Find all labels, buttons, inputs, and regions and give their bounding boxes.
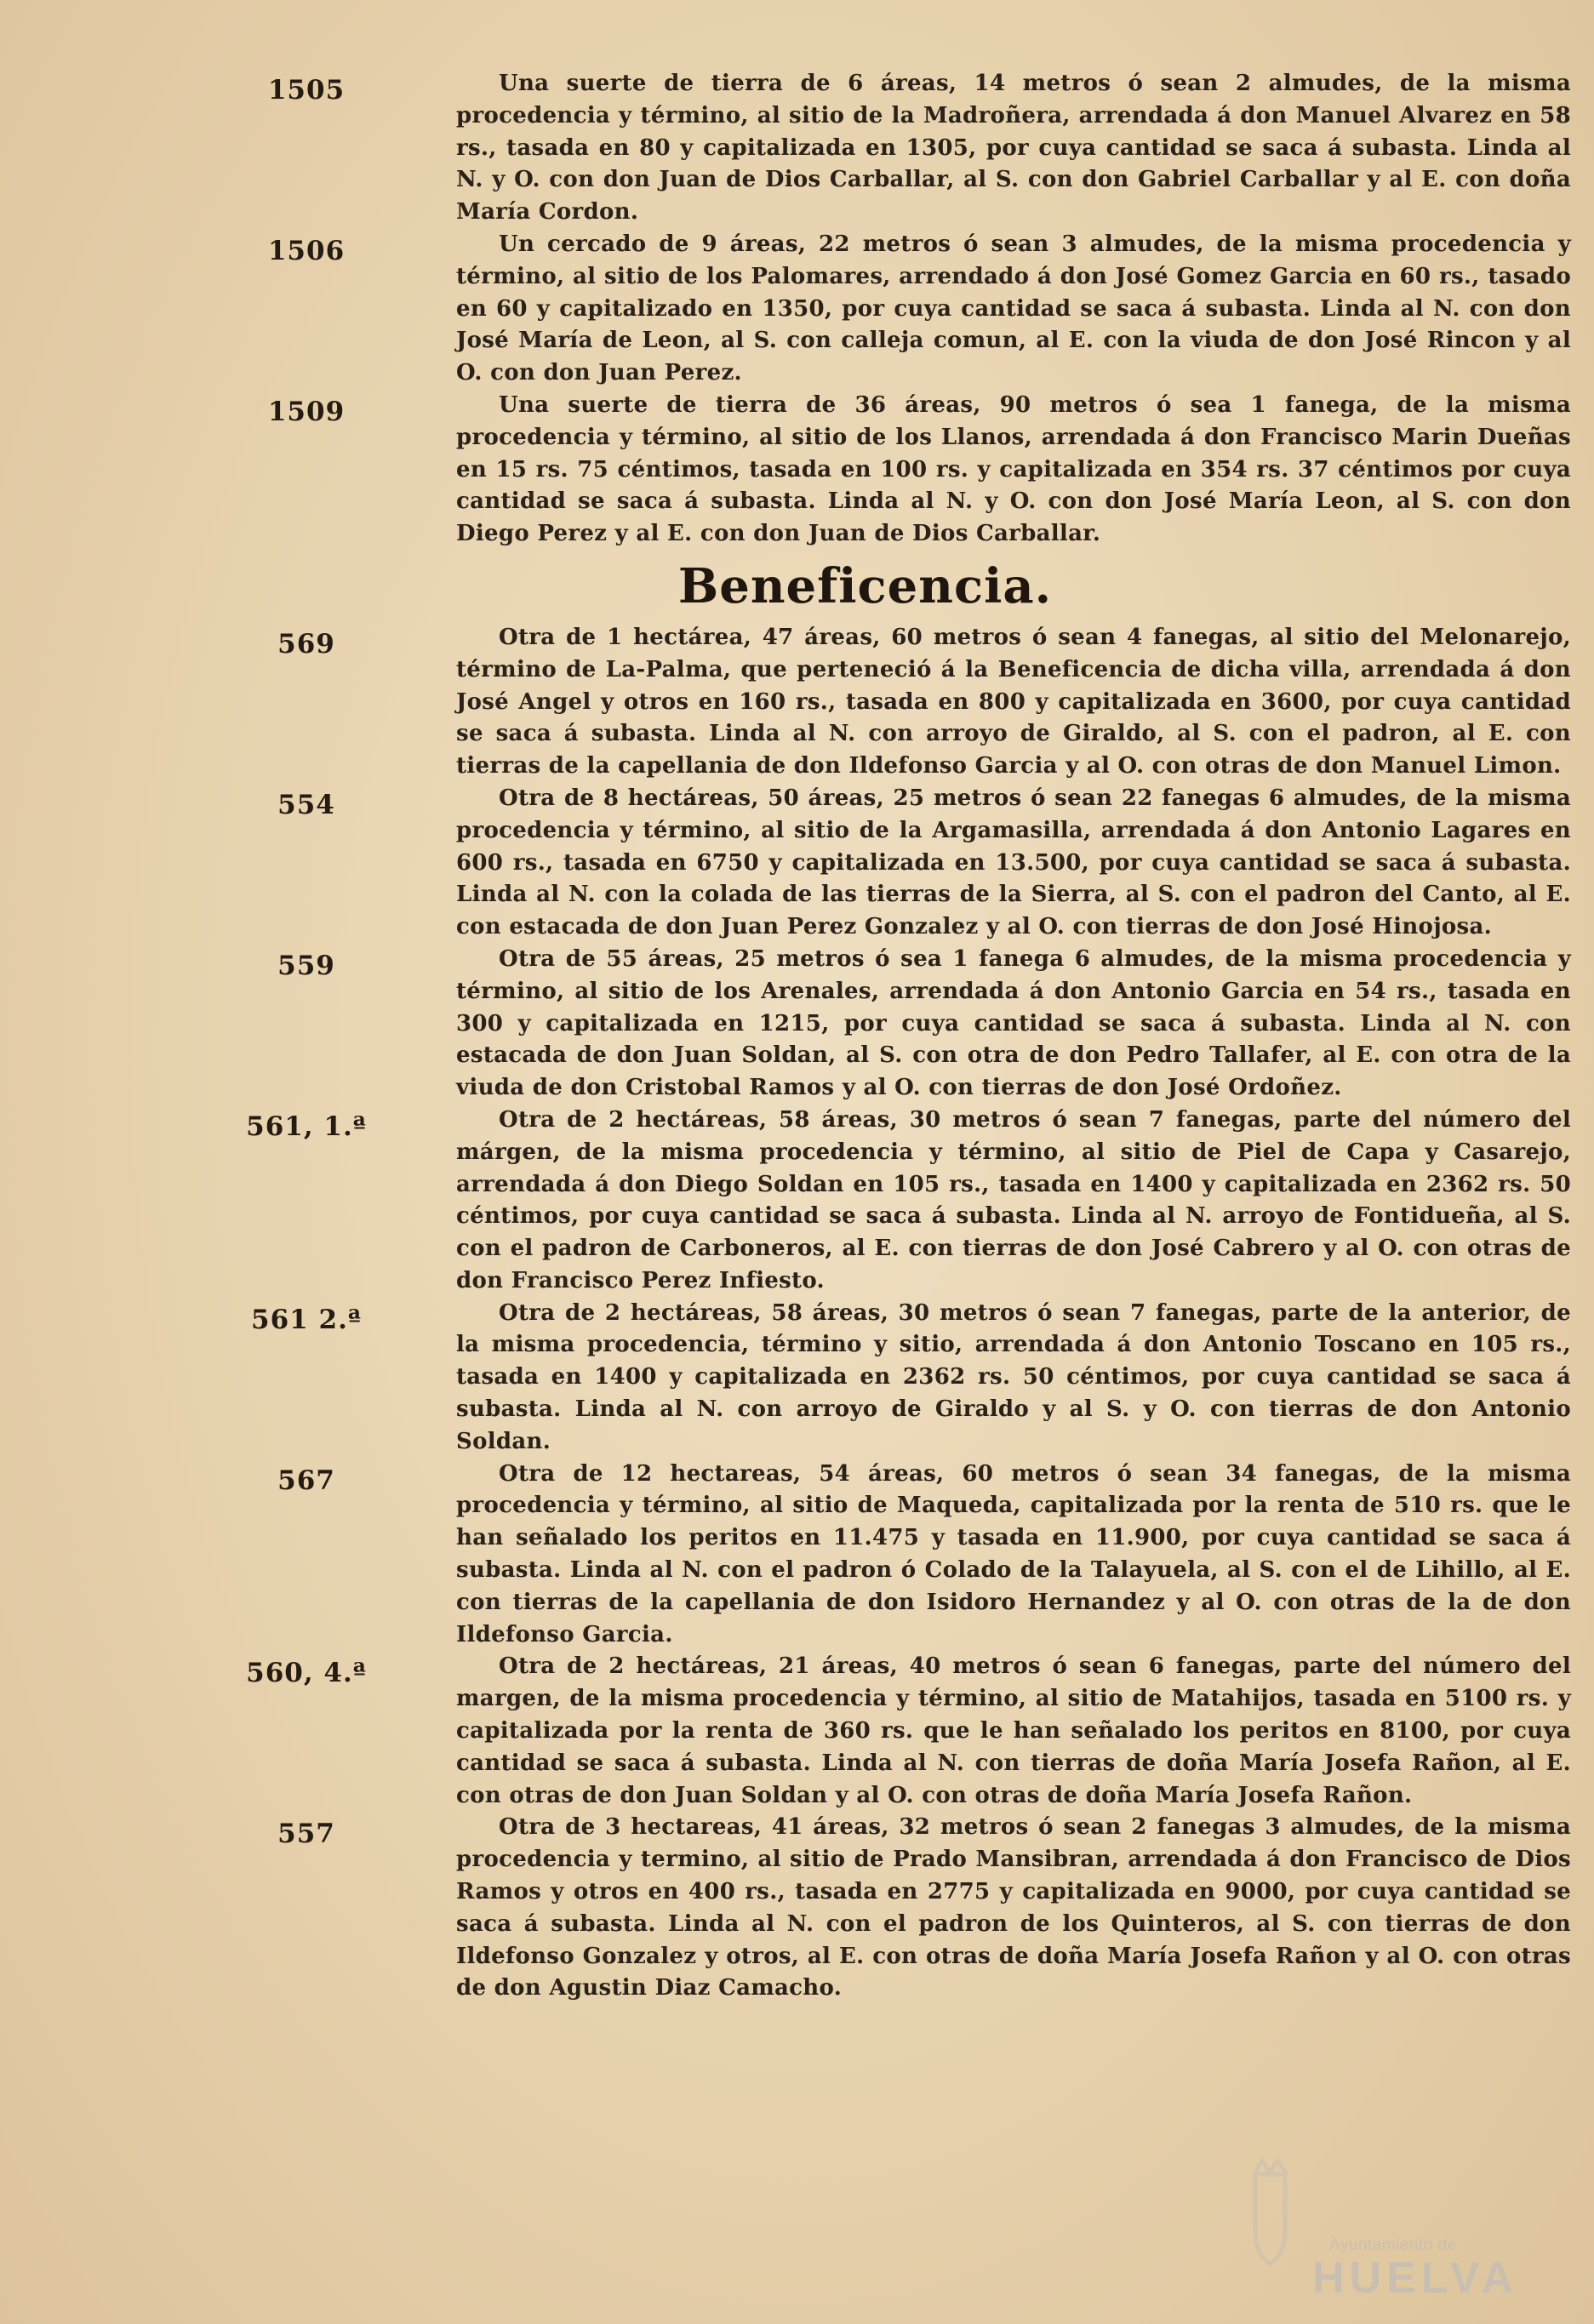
entry-text: Una suerte de tierra de 6 áreas, 14 metros ó sean 2 almudes, de la misma procedencia y término, al sitio de la Madroñera, arrendada á don Manuel Alvarez en 58 rs., tasada en 80 y capitalizada en 1305, por cuya cantidad se saca á subasta. Linda al N. y O. con don Juan de Dios Carballar, al S. con don Gabriel Carballar y al E. con doña María Cordon. [456,71,1571,226]
entry-number: 1505 [267,75,346,106]
entry-number: 559 [277,950,335,981]
entry-559 [0,944,1594,1105]
entry-text: Un cercado de 9 áreas, 22 metros ó sean 3 almudes, de la misma procedencia y término, al sitio de los Palomares, arrendado á don José Gomez Garcia en 60 rs., tasado en 60 y capitalizado en 1350, por cuya cantidad se saca á subasta. Linda al N. con don José María de Leon, al S. con calleja comun, al E. con la viuda de don José Rincon y al O. con don Juan Perez. [456,231,1571,386]
entry-text: Otra de 2 hectáreas, 21 áreas, 40 metros ó sean 6 fanegas, parte del número del margen, de la misma procedencia y término, al sitio de Matahijos, tasada en 5100 rs. y capitalizada por la renta de 360 rs. que le han señalado los peritos en 8100, por cuya cantidad se saca á subasta. Linda al N. con tierras de doña María Josefa Rañon, al E. con otras de don Juan Soldan y al O. con otras de doña María Josefa Rañon. [456,1653,1571,1808]
entry-number: 554 [277,789,335,820]
entry-text: Otra de 2 hectáreas, 58 áreas, 30 metros ó sean 7 fanegas, parte de la anterior, de la misma procedencia, término y sitio, arrendada á don Antonio Toscano en 105 rs., tasada en 1400 y capitalizada en 2362 rs. 50 céntimos, por cuya cantidad se saca á subasta. Linda al N. con arroyo de Giraldo y al S. y O. con tierras de don Antonio Soldan. [456,1299,1571,1454]
entry-1505 [0,68,1594,229]
entry-number: 567 [277,1465,335,1496]
entry-text: Una suerte de tierra de 36 áreas, 90 metros ó sea 1 fanega, de la misma procedencia y término, al sitio de los Llanos, arrendada á don Francisco Marin Dueñas en 15 rs. 75 céntimos, tasada en 100 rs. y capitalizada en 354 rs. 37 céntimos por cuya cantidad se saca á subasta. Linda al N. y O. con don José María Leon, al S. con don Diego Perez y al E. con don Juan de Dios Carballar. [456,391,1571,547]
entries-list [0,68,1594,2005]
entry-1506 [0,229,1594,390]
section-heading-beneficencia: Beneficencia. [677,557,1053,614]
entry-1509 [0,390,1594,551]
entry-text: Otra de 55 áreas, 25 metros ó sea 1 fanega 6 almudes, de la misma procedencia y término, al sitio de los Arenales, arrendada á don Antonio Garcia en 54 rs., tasada en 300 y capitalizada en 1215, por cuya cantidad se saca á subasta. Linda al N. con estacada de don Juan Soldan, al S. con otra de don Pedro Tallafer, al E. con otra de la viuda de don Cristobal Ramos y al O. con tierras de don José Ordoñez. [456,945,1571,1101]
entry-560-4 [0,1651,1594,1812]
entry-text: Otra de 2 hectáreas, 58 áreas, 30 metros ó sean 7 fanegas, parte del número del márgen, de la misma procedencia y término, al sitio de Piel de Capa y Casarejo, arrendada á don Diego Soldan en 105 rs., tasada en 1400 y capitalizada en 2362 rs. 50 céntimos, por cuya cantidad se saca á subasta. Linda al N. arroyo de Fontidueña, al S. con el padron de Carboneros, al E. con tierras de don José Cabrero y al O. con otras de don Francisco Perez Infiesto. [456,1106,1571,1293]
entry-569 [0,622,1594,783]
entry-567 [0,1459,1594,1652]
entry-561-1 [0,1105,1594,1298]
entry-554 [0,783,1594,944]
entry-number: 1509 [267,396,346,427]
watermark-line1: Ayuntamiento de [1329,2236,1457,2254]
entry-number: 569 [277,628,335,660]
entry-text: Otra de 1 hectárea, 47 áreas, 60 metros ó sean 4 fanegas, al sitio del Melonarejo, término de La-Palma, que perteneció á la Beneficencia de dicha villa, arrendada á don José Angel y otros en 160 rs., tasada en 800 y capitalizada en 3600, por cuya cantidad se saca á subasta. Linda al N. con arroyo de Giraldo, al S. con el padron, al E. con tierras de la capellania de don Ildefonso Garcia y al O. con otras de don Manuel Limon. [456,624,1571,779]
entry-text: Otra de 3 hectareas, 41 áreas, 32 metros ó sean 2 fanegas 3 almudes, de la misma procedencia y termino, al sitio de Prado Mansibran, arrendada á don Francisco de Dios Ramos y otros en 400 rs., tasada en 2775 y capitalizada en 9000, por cuya cantidad se saca á subasta. Linda al N. con el padron de los Quinteros, al S. con tierras de don Ildefonso Gonzalez y otros, al E. con otras de doña María Josefa Rañon y al O. con otras de don Agustin Diaz Camacho. [456,1814,1571,2001]
entry-557 [0,1812,1594,2005]
entry-561-2 [0,1298,1594,1459]
entry-text: Otra de 8 hectáreas, 50 áreas, 25 metros ó sean 22 fanegas 6 almudes, de la misma procedencia y término, al sitio de la Argamasilla, arrendada á don Antonio Lagares en 600 rs., tasada en 6750 y capitalizada en 13.500, por cuya cantidad se saca á subasta. Linda al N. con la colada de las tierras de la Sierra, al S. con el padron del Canto, al E. con estacada de don Juan Perez Gonzalez y al O. con tierras de don José Hinojosa. [456,785,1571,940]
entry-number: 1506 [267,235,346,266]
entry-number: 557 [277,1819,335,1850]
entry-number: 560, 4.ª [246,1658,367,1689]
entry-number: 561, 1.ª [246,1111,367,1142]
watermark-line2: HUELVA [1312,2253,1519,2303]
entry-number: 561 2.ª [251,1304,362,1335]
entry-text: Otra de 12 hectareas, 54 áreas, 60 metros ó sean 34 fanegas, de la misma procedencia y término, al sitio de Maqueda, capitalizada por la renta de 510 rs. que le han señalado los peritos en 11.475 y tasada en 11.900, por cuya cantidad se saca á subasta. Linda al N. con el padron ó Colado de la Talayuela, al S. con el de Lihillo, al E. con tierras de la capellania de don Isidoro Hernandez y al O. con otras de la de don Ildefonso Garcia. [456,1460,1571,1647]
